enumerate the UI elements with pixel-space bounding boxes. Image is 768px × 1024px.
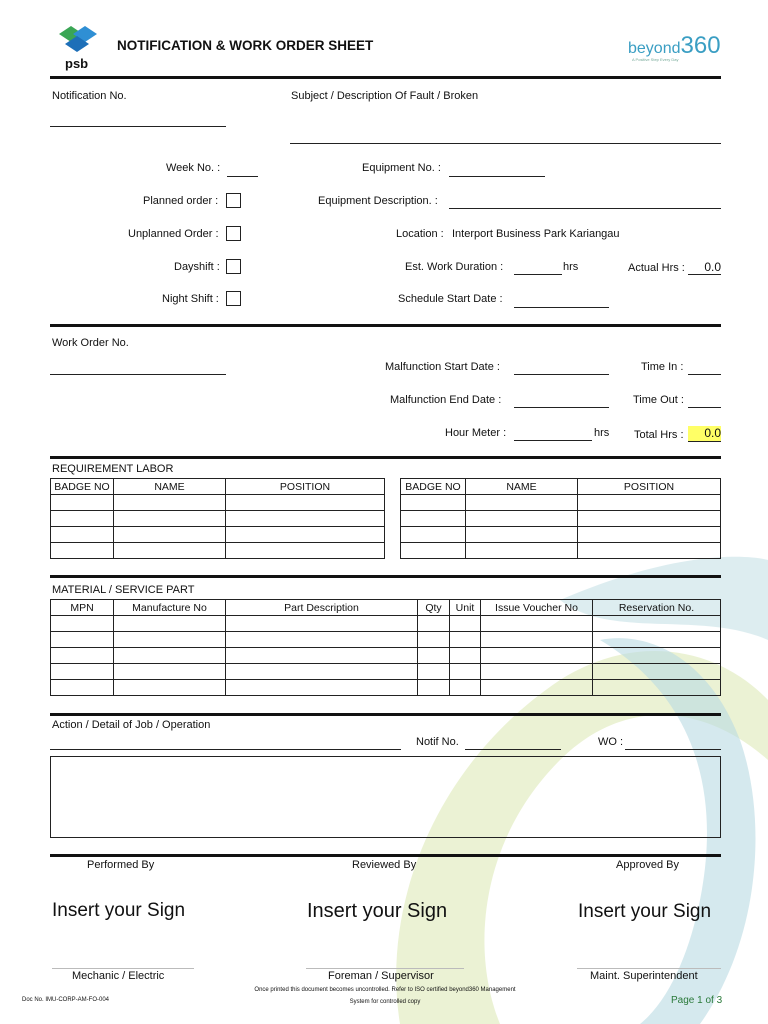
performed-by-sign-line [52, 968, 194, 969]
table-row[interactable] [51, 495, 385, 511]
uncontrolled-notice-line2: System for controlled copy [349, 999, 421, 1005]
psb-logo-icon [55, 22, 101, 58]
nightshift-label: Night Shift : [162, 293, 219, 305]
reviewed-by-label: Reviewed By [352, 859, 417, 871]
section-rule-1 [50, 324, 721, 327]
notification-no-label: Notification No. [52, 90, 127, 102]
total-hrs-value[interactable]: 0.0 [688, 426, 721, 442]
uncontrolled-notice-line1: Once printed this document becomes uncontrolled. Refer to ISO certified beyond360 Management [254, 987, 516, 993]
labor-table-right [400, 478, 721, 559]
section-rule-5 [50, 854, 721, 857]
material-table [50, 599, 721, 696]
time-out-label: Time Out : [633, 394, 684, 406]
column-header: Part Description [226, 600, 418, 616]
labor-title: REQUIREMENT LABOR [52, 463, 174, 475]
doc-number: Doc No. IMU-CORP-AM-FO-004 [22, 997, 110, 1003]
brand-name: beyond [628, 40, 681, 57]
table-row[interactable] [51, 680, 721, 696]
approved-by-signature[interactable]: Insert your Sign [578, 901, 712, 922]
approved-by-label: Approved By [616, 859, 679, 871]
schedule-start-field[interactable] [514, 307, 609, 308]
action-field[interactable] [50, 749, 401, 750]
column-header: MPN [51, 600, 114, 616]
table-header-row [51, 600, 721, 616]
malfunction-start-field[interactable] [514, 374, 609, 375]
table-row[interactable] [51, 616, 721, 632]
brand-tagline: A Positive Step Every Day [632, 57, 679, 62]
equipment-description-field[interactable] [449, 208, 721, 209]
planned-order-label: Planned order : [143, 195, 219, 207]
planned-order-checkbox[interactable] [226, 193, 241, 208]
performed-by-signature[interactable]: Insert your Sign [52, 900, 186, 921]
week-no-label: Week No. : [166, 162, 221, 174]
subject-label: Subject / Description Of Fault / Broken [291, 90, 479, 102]
table-row[interactable] [401, 511, 721, 527]
action-label: Action / Detail of Job / Operation [52, 719, 211, 731]
approved-by-role: Maint. Superintendent [590, 970, 698, 982]
malfunction-end-field[interactable] [514, 407, 609, 408]
table-row[interactable] [51, 543, 385, 559]
action-wo-field[interactable] [625, 749, 721, 750]
table-header-row [401, 479, 721, 495]
equipment-no-label: Equipment No. : [362, 162, 441, 174]
location-value: Interport Business Park Kariangau [452, 228, 620, 240]
equipment-description-label: Equipment Description. : [318, 195, 438, 207]
table-row[interactable] [401, 527, 721, 543]
column-header: BADGE NO [401, 479, 466, 495]
hour-meter-field[interactable] [514, 440, 592, 441]
table-row[interactable] [401, 543, 721, 559]
work-duration-field[interactable] [514, 274, 562, 275]
dayshift-checkbox[interactable] [226, 259, 241, 274]
action-notif-no-label: Notif No. [416, 736, 459, 748]
time-in-label: Time In : [641, 361, 684, 373]
dayshift-label: Dayshift : [174, 261, 220, 273]
section-rule-4 [50, 713, 721, 716]
brand-logo [628, 32, 721, 60]
column-header: POSITION [578, 479, 721, 495]
material-title: MATERIAL / SERVICE PART [52, 584, 195, 596]
labor-table-left [50, 478, 385, 559]
logo-text: psb [65, 56, 89, 71]
actual-hrs-label: Actual Hrs : [628, 262, 685, 274]
table-row[interactable] [51, 632, 721, 648]
page-title: NOTIFICATION & WORK ORDER SHEET [117, 38, 374, 53]
malfunction-start-label: Malfunction Start Date : [385, 361, 500, 373]
location-label: Location : [396, 228, 444, 240]
work-order-no-field[interactable] [50, 374, 226, 375]
work-duration-unit: hrs [563, 261, 579, 273]
reviewed-by-sign-line [306, 968, 464, 969]
malfunction-end-label: Malfunction End Date : [390, 394, 502, 406]
table-row[interactable] [401, 495, 721, 511]
work-duration-label: Est. Work Duration : [405, 261, 504, 273]
hour-meter-unit: hrs [594, 427, 610, 439]
column-header: NAME [114, 479, 226, 495]
column-header: BADGE NO [51, 479, 114, 495]
column-header: POSITION [226, 479, 385, 495]
column-header: Qty [418, 600, 450, 616]
header-rule [50, 76, 721, 79]
column-header: NAME [466, 479, 578, 495]
reviewed-by-role: Foreman / Supervisor [328, 970, 434, 982]
time-out-field[interactable] [688, 407, 721, 408]
page-number: Page 1 of 3 [671, 995, 723, 1006]
table-row[interactable] [51, 648, 721, 664]
approved-by-sign-line [577, 968, 721, 969]
equipment-no-field[interactable] [449, 176, 545, 177]
work-order-no-label: Work Order No. [52, 337, 129, 349]
nightshift-checkbox[interactable] [226, 291, 241, 306]
week-no-field[interactable] [227, 176, 258, 177]
table-row[interactable] [51, 511, 385, 527]
column-header: Manufacture No [114, 600, 226, 616]
column-header: Issue Voucher No [481, 600, 593, 616]
table-row[interactable] [51, 664, 721, 680]
schedule-start-label: Schedule Start Date : [398, 293, 503, 305]
actual-hrs-value[interactable]: 0.0 [688, 260, 721, 275]
performed-by-role: Mechanic / Electric [72, 970, 165, 982]
unplanned-order-checkbox[interactable] [226, 226, 241, 241]
section-rule-3 [50, 575, 721, 578]
action-notif-no-field[interactable] [465, 749, 561, 750]
total-hrs-label: Total Hrs : [634, 429, 684, 441]
subject-field[interactable] [290, 143, 721, 144]
brand-number: 360 [680, 32, 721, 59]
section-rule-2 [50, 456, 721, 459]
table-row[interactable] [51, 527, 385, 543]
action-detail-textbox[interactable] [50, 756, 721, 838]
performed-by-label: Performed By [87, 859, 155, 871]
notification-no-field[interactable] [50, 126, 226, 127]
action-wo-label: WO : [598, 736, 624, 748]
column-header: Reservation No. [593, 600, 721, 616]
time-in-field[interactable] [688, 374, 721, 375]
column-header: Unit [450, 600, 481, 616]
unplanned-order-label: Unplanned Order : [128, 228, 219, 240]
reviewed-by-signature[interactable]: Insert your Sign [307, 900, 448, 922]
table-header-row [51, 479, 385, 495]
hour-meter-label: Hour Meter : [445, 427, 507, 439]
